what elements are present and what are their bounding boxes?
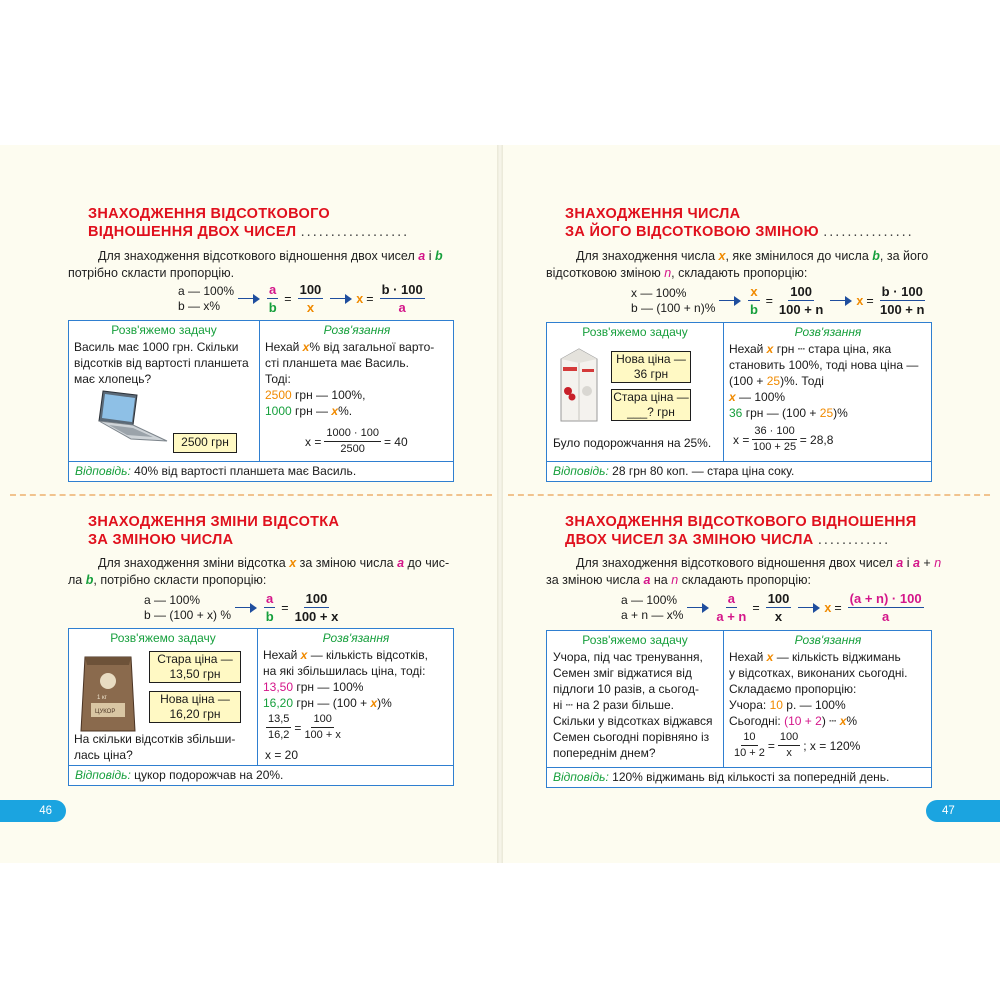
task-divider — [259, 321, 260, 461]
task-heading: Розв'яжемо задачу — [111, 323, 217, 337]
arrow-icon — [330, 294, 352, 304]
solution-heading: Розв'язання — [322, 631, 390, 645]
task-text: Було подорожчання на 25%. — [553, 436, 712, 450]
calculation: x = $\frac{36 \cdot 100}{100 + 25}$ = 28,8 — [733, 425, 834, 453]
proportion-formula: a — 100% b — x% $\frac{a}{b}$ = $\frac{100}{x}$ x = $\frac{b \cdot 100}{a}$ — [178, 282, 423, 315]
answer-row — [69, 461, 453, 481]
svg-text:1 кг: 1 кг — [97, 695, 107, 701]
arrow-icon — [687, 603, 709, 613]
task-box — [68, 320, 454, 482]
sugar-bag-icon — [75, 651, 141, 735]
solution-heading: Розв'язання — [794, 633, 862, 647]
task-heading: Розв'яжемо задачу — [582, 325, 688, 339]
proportion-formula: a — 100% a + n — x% $\frac{a}{a + n}$ = $\frac{100}{x}$ x = $\frac{(a + n) \cdot 100}{a}$ — [621, 591, 922, 624]
juice-carton-icon — [555, 345, 601, 423]
result-var: x — [356, 291, 364, 306]
page-46 — [0, 145, 497, 863]
proportion-line: a — 100% — [178, 283, 235, 298]
task-divider — [723, 323, 724, 461]
calculation: $\frac{13,5}{16,2}$ = $\frac{100}{100 + x}$ — [268, 713, 341, 741]
task-heading: Розв'яжемо задачу — [110, 631, 216, 645]
page-47 — [503, 145, 1000, 863]
fraction-num: a — [269, 282, 277, 297]
answer-label: Відповідь: — [75, 464, 131, 478]
heading-line: ЗНАХОДЖЕННЯ ВІДСОТКОВОГО — [88, 206, 331, 222]
arrow-icon — [798, 603, 820, 613]
section-number-by-change: ЗНАХОДЖЕННЯ ЧИСЛА ЗА ЙОГО ВІДСОТКОВОЮ ЗМІНОЮ ............... — [565, 206, 914, 240]
arrow-icon — [238, 294, 260, 304]
section-percent-change — [88, 513, 468, 549]
arrow-icon — [235, 603, 257, 613]
fraction-den: x — [306, 300, 315, 315]
solution-heading: Розв'язання — [323, 323, 391, 337]
section-intro: Для знаходження числа x, яке змінилося до числа b, за його відсотковою зміною n, складають пропорцію: — [546, 249, 929, 280]
old-price-label: Стара ціна — ___? грн — [611, 389, 691, 421]
arrow-icon — [830, 296, 852, 306]
proportion-formula: x — 100% b — (100 + n)% $\frac{x}{b}$ = $\frac{100}{100 + n}$ x = $\frac{b \cdot 100}{100 + n}$ — [631, 284, 925, 317]
fraction — [380, 282, 425, 315]
solution-text: Нехай x — кількість відсотків, на які збільшилась ціна, тоді: 13,50 грн — 100% 16,20 грн — (100 + x)% — [263, 648, 428, 710]
answer-row: Відповідь: цукор подорожчав на 20%. — [69, 765, 453, 785]
fraction — [267, 282, 278, 315]
intro-text: і — [428, 249, 432, 263]
heading-line: ВІДНОШЕННЯ ДВОХ ЧИСЕЛ — [88, 224, 297, 240]
task-heading: Розв'яжемо задачу — [582, 633, 688, 647]
heading-dots: .................. — [300, 224, 410, 240]
var-b: b — [434, 249, 443, 263]
calculation-result: x = 20 — [265, 748, 299, 762]
section-ratio-by-change: ЗНАХОДЖЕННЯ ВІДСОТКОВОГО ВІДНОШЕННЯ ДВОХ ЧИСЕЛ ЗА ЗМІНОЮ ЧИСЛА ............ — [565, 514, 917, 548]
svg-text:ЦУКОР: ЦУКОР — [95, 709, 116, 715]
solution-heading: Розв'язання — [794, 325, 862, 339]
heading-line: ЗА ЗМІНОЮ ЧИСЛА — [88, 532, 234, 548]
new-price-label: Нова ціна — 36 грн — [611, 351, 691, 383]
fraction-den: b — [268, 300, 277, 315]
proportion-line: b — x% — [178, 298, 221, 313]
task-divider — [723, 631, 724, 767]
fraction-num: 100 — [299, 282, 322, 297]
section-heading — [88, 513, 468, 549]
calculation: $\frac{10}{10 + 2}$ = $\frac{100}{x}$ ; x = 120% — [734, 731, 861, 759]
proportion-formula: a — 100% b — (100 + x) % $\frac{a}{b}$ = $\frac{100}{100 + x}$ — [144, 591, 339, 624]
fraction — [298, 282, 324, 315]
task-box — [546, 322, 932, 482]
new-price-label: Нова ціна — 16,20 грн — [149, 691, 241, 723]
solution-text: Нехай x грн ┄ стара ціна, яка становить 100%, тоді нова ціна — (100 + 25)%. Тоді x — 100% 36 грн — (100 + 25)% — [729, 342, 919, 420]
fraction-den: a — [398, 300, 406, 315]
answer-row: Відповідь: 120% віджимань від кількості за попередній день. — [547, 767, 931, 787]
intro-text: Для знаходження відсоткового відношення двох чисел — [98, 249, 415, 263]
section-intro: Для знаходження зміни відсотка x за зміною числа a до чис- ла b, потрібно скласти пропорцію: — [68, 556, 450, 587]
answer-row: Відповідь: 28 грн 80 коп. — стара ціна соку. — [547, 461, 931, 481]
task-box — [68, 628, 454, 786]
section-percent-ratio — [88, 205, 468, 241]
solution-text: Нехай x — кількість віджимань у відсотках, виконаних сьогодні. Складаємо пропорцію: Учора: 10 р. — 100% Сьогодні: (10 + 2) ┄ x% — [729, 650, 908, 728]
section-heading — [88, 205, 468, 241]
intro-text: потрібно скласти пропорцію. — [68, 266, 235, 280]
fraction-num: b · 100 — [381, 282, 423, 297]
page-number: 47 — [926, 800, 1000, 822]
heading-line: ЗНАХОДЖЕННЯ ЗМІНИ ВІДСОТКА — [88, 514, 340, 530]
task-box — [546, 630, 932, 788]
answer-text: 40% від вартості планшета має Василь. — [134, 464, 357, 478]
section-intro: Для знаходження відсоткового відношення двох чисел a і a + n за зміною числа a на n складають пропорцію: — [546, 556, 942, 587]
arrow-icon — [719, 296, 741, 306]
proportion — [178, 284, 234, 314]
laptop-icon — [91, 389, 171, 447]
solution-text: Нехай x% від загальної варто- сті планшета має Василь. Тоді: 2500 грн — 100%, 1000 грн — x%. — [265, 340, 435, 418]
price-label: 2500 грн — [173, 433, 237, 453]
task-text: Василь має 1000 грн. Скільки відсотків від вартості планшета має хлопець? — [74, 340, 249, 386]
section-intro — [68, 248, 458, 282]
old-price-label: Стара ціна — 13,50 грн — [149, 651, 241, 683]
book-spread — [0, 145, 1000, 863]
task-text: На скільки відсотків збільши- лась ціна? — [74, 732, 236, 762]
task-text: Учора, під час тренування, Семен зміг віджатися від підлоги 10 разів, а сьогод- ні ┄ на 2 рази більше. Скільки у відсотках віджався Семен сьогодні порівняно із попереднім днем? — [553, 650, 713, 760]
calculation: x = $\frac{1000 \cdot 100}{2500}$ = 40 — [305, 427, 408, 455]
var-a: a — [418, 249, 426, 263]
page-number: 46 — [0, 800, 66, 822]
task-divider — [257, 629, 258, 765]
